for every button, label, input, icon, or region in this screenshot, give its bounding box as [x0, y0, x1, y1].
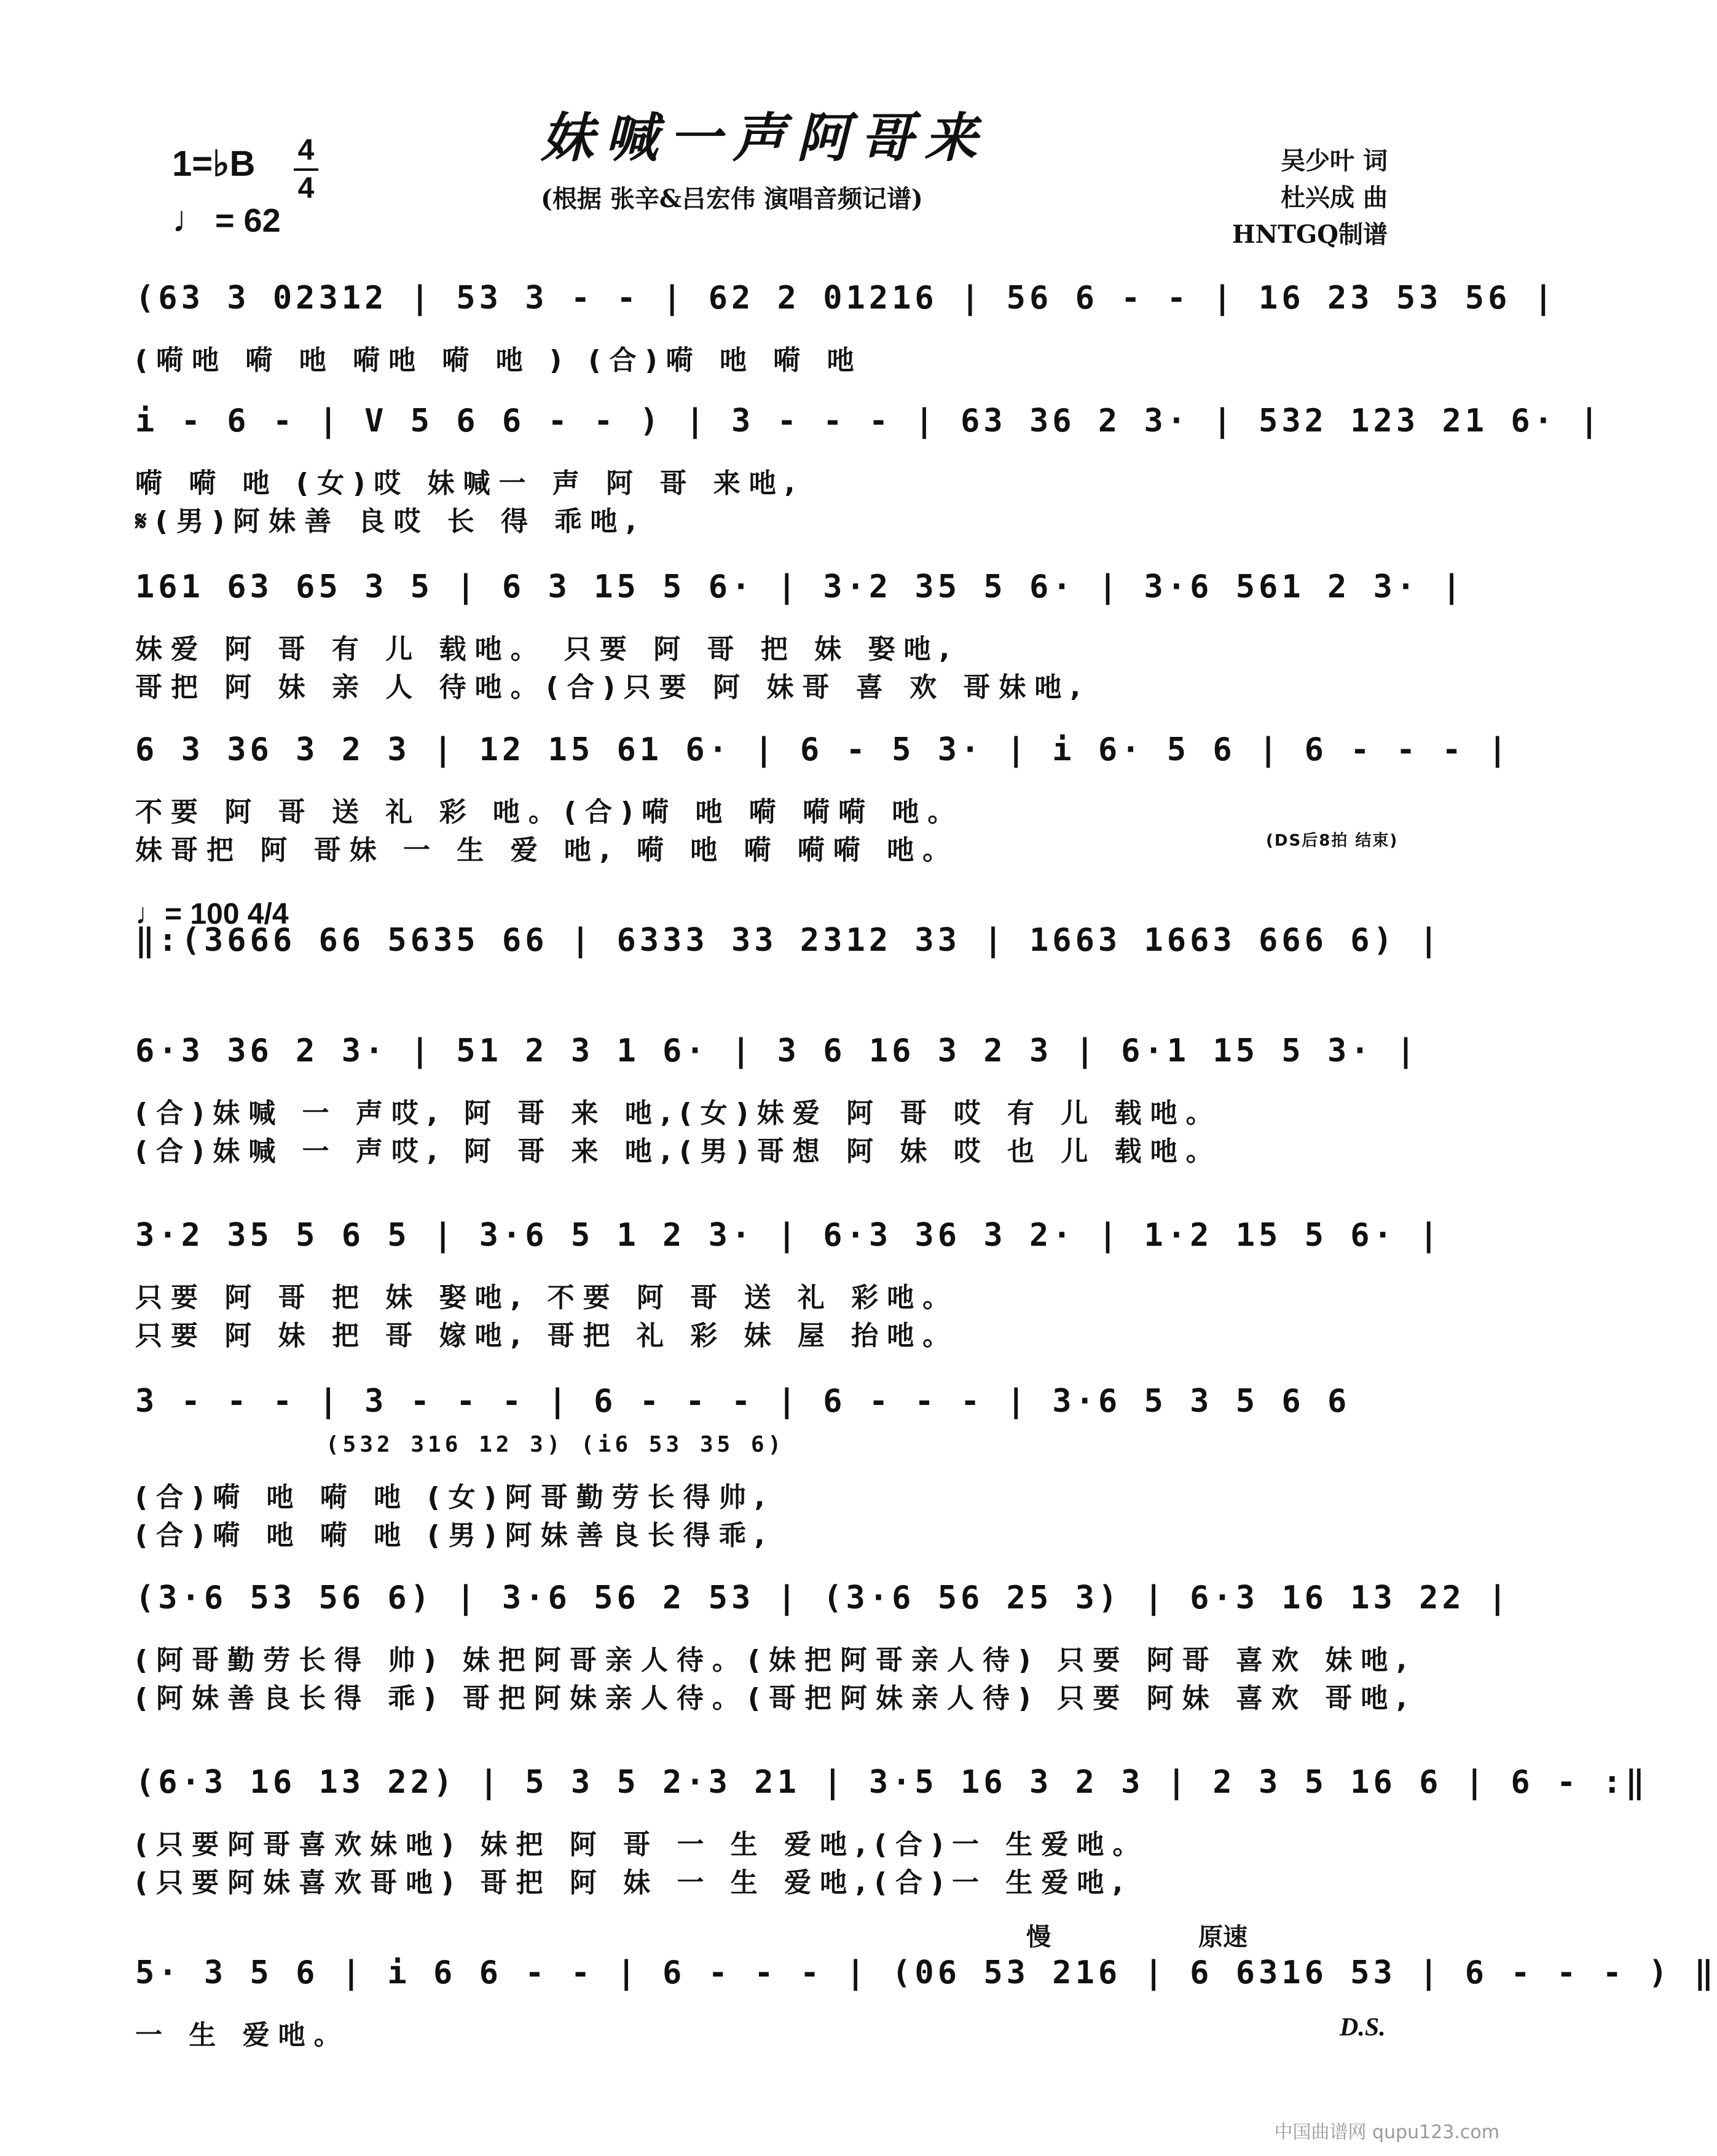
notation-line: 3 - - - | 3 - - - | 6 - - - | 6 - - - | 3·6 5 3 5 6 6 [135, 1383, 1351, 1420]
lyric-line: (阿哥勤劳长得 帅) 妹把阿哥亲人待。(妹把阿哥亲人待) 只要 阿哥 喜欢 妹吔, [135, 1645, 1416, 1676]
lyric-line: 只要 阿 哥 把 妹 娶吔, 不要 阿 哥 送 礼 彩吔。 [135, 1282, 959, 1313]
notation-line: 3·2 35 5 6 5 | 3·6 5 1 2 3· | 6·3 36 3 2· | 1·2 15 5 6· | [135, 1217, 1442, 1254]
lyricist-credit: 吴少叶 词 [1281, 146, 1388, 175]
lyric-line: (只要阿妹喜欢哥吔) 哥把 阿 妹 一 生 爱吔,(合)一 生爱吔, [135, 1867, 1132, 1898]
lyric-line: 妹哥把 阿 哥妹 一 生 爱 吔, 嗬 吔 嗬 嗬嗬 吔。 [135, 835, 959, 866]
lyric-line: 只要 阿 妹 把 哥 嫁吔, 哥把 礼 彩 妹 屋 抬吔。 [135, 1320, 959, 1351]
song-subtitle: (根据 张辛&吕宏伟 演唱音频记谱) [541, 184, 923, 213]
meter-top: 4 [297, 134, 315, 167]
notation-line: (3·6 53 56 6) | 3·6 56 2 53 | (3·6 56 25 3) | 6·3 16 13 22 | [135, 1580, 1511, 1616]
notation-line: (63 3 02312 | 53 3 - - | 62 2 01216 | 56 6 - - | 16 23 53 56 | [135, 280, 1557, 317]
tempo-value: = 62 [215, 202, 281, 239]
dal-segno-mark: D.S. [1340, 2013, 1386, 2042]
lyric-line: (合)妹喊 一 声哎, 阿 哥 来 吔,(男)哥想 阿 妹 哎 也 儿 载吔。 [135, 1136, 1222, 1167]
lyric-line: (只要阿哥喜欢妹吔) 妹把 阿 哥 一 生 爱吔,(合)一 生爱吔。 [135, 1829, 1149, 1860]
lyric-line: (阿妹善良长得 乖) 哥把阿妹亲人待。(哥把阿妹亲人待) 只要 阿妹 喜欢 哥吔, [135, 1683, 1416, 1714]
tempo-mark-original: 原速 [1198, 1923, 1247, 1951]
notation-line: ‖:(3666 66 5635 66 | 6333 33 2312 33 | 1663 1663 666 6) | [135, 922, 1442, 959]
notation-line: (6·3 16 13 22) | 5 3 5 2·3 21 | 3·5 16 3 2 3 | 2 3 5 16 6 | 6 - :‖ [135, 1764, 1649, 1801]
notation-line: 6 3 36 3 2 3 | 12 15 61 6· | 6 - 5 3· | i 6· 5 6 | 6 - - - | [135, 731, 1511, 768]
lyric-line: (合)嗬 吔 嗬 吔 (男)阿妹善良长得乖, [135, 1520, 774, 1551]
time-signature [294, 135, 318, 204]
tempo-marking [172, 198, 281, 240]
notation-line: i - 6 - | V 5 6 6 - - ) | 3 - - - | 63 36 2 3· | 532 123 21 6· | [135, 403, 1603, 439]
lyric-line: 不要 阿 哥 送 礼 彩 吔。(合)嗬 吔 嗬 嗬嗬 吔。 [135, 797, 964, 828]
song-title: 妹喊一声阿哥来 [541, 107, 988, 169]
notation-line: 161 63 65 3 5 | 6 3 15 5 6· | 3·2 35 5 6· | 3·6 561 2 3· | [135, 569, 1465, 605]
lyric-line: 嗬 嗬 吔 (女)哎 妹喊一 声 阿 哥 来吔, [135, 468, 804, 499]
lyric-line: 哥把 阿 妹 亲 人 待吔。(合)只要 阿 妹哥 喜 欢 哥妹吔, [135, 672, 1090, 703]
lyric-line: (嗬吔 嗬 吔 嗬吔 嗬 吔 ) (合)嗬 吔 嗬 吔 [135, 345, 863, 376]
watermark: 中国曲谱网 qupu123.com [1274, 2122, 1499, 2143]
tempo-mark-slow: 慢 [1026, 1923, 1051, 1951]
composer-credit: 杜兴成 曲 [1281, 183, 1388, 212]
meter-bottom: 4 [297, 172, 315, 205]
sub-notation-line: (532 316 12 3) (i6 53 35 6) [326, 1432, 785, 1457]
transcriber-credit: HNTGQ制谱 [1232, 220, 1388, 249]
notation-line: 5· 3 5 6 | i 6 6 - - | 6 - - - | (06 53 216 | 6 6316 53 | 6 - - - ) ‖ [135, 1954, 1717, 1991]
lyric-line: (合)妹喊 一 声哎, 阿 哥 来 吔,(女)妹爱 阿 哥 哎 有 儿 载吔。 [135, 1098, 1222, 1129]
quarter-note-icon: ♩ [172, 199, 209, 240]
lyric-line: 一 生 爱吔。 [135, 2020, 350, 2051]
tempo-change: ♩= 100 4/4 [135, 898, 289, 930]
notation-line: 6·3 36 2 3· | 51 2 3 1 6· | 3 6 16 3 2 3 | 6·1 15 5 3· | [135, 1033, 1420, 1069]
lyric-line: 妹爱 阿 哥 有 儿 载吔。 只要 阿 哥 把 妹 娶吔, [135, 634, 959, 665]
lyric-line: 𝄋(男)阿妹善 良哎 长 得 乖吔, [135, 506, 645, 537]
lyric-line: (合)嗬 吔 嗬 吔 (女)阿哥勤劳长得帅, [135, 1482, 774, 1513]
ds-note: (DS后8拍 结束) [1266, 832, 1399, 850]
key-signature: 1=♭B [172, 144, 256, 184]
meter-line [294, 168, 318, 171]
